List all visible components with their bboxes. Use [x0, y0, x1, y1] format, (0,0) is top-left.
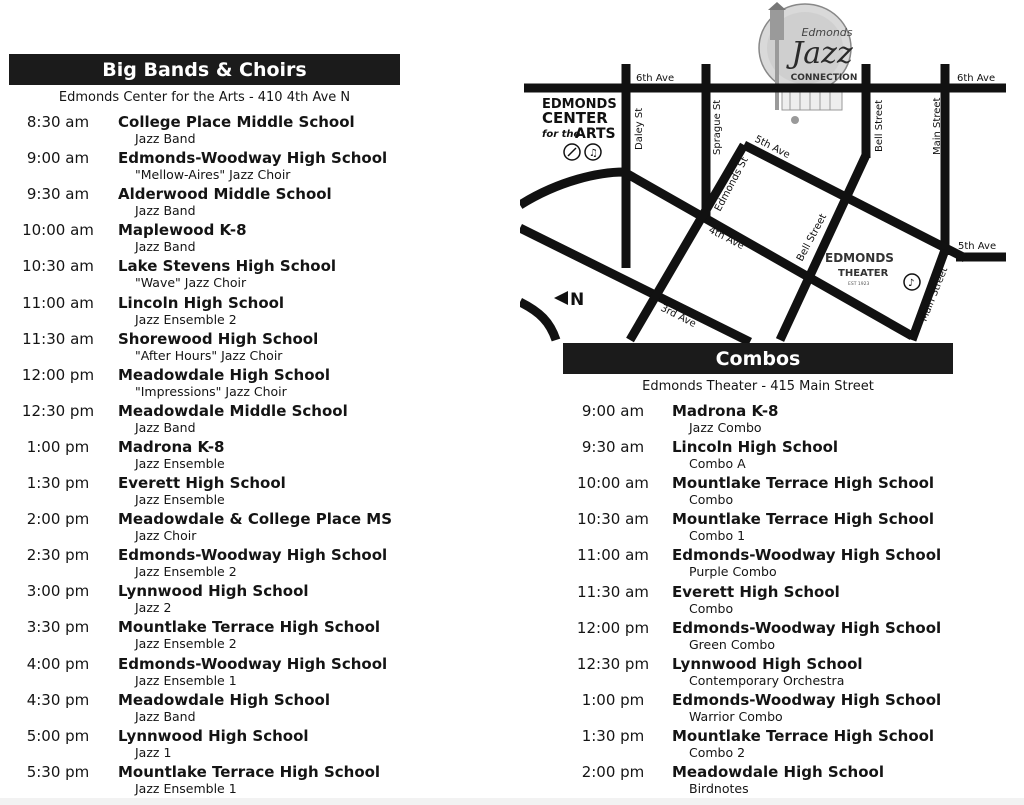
- schedule-row: [557, 655, 997, 691]
- label-bell-street-diag: Bell Street: [794, 212, 830, 264]
- schedule-row: [0, 185, 440, 221]
- ensemble-name: Jazz Ensemble 1: [135, 672, 237, 688]
- performance-time: 10:30 am: [577, 510, 649, 529]
- label-main-street-top: Main Street: [932, 97, 943, 155]
- schedule-row: [557, 691, 997, 727]
- ensemble-name: Jazz 1: [135, 744, 172, 760]
- ensemble-name: Combo: [689, 600, 734, 616]
- ensemble-name: Purple Combo: [689, 564, 777, 580]
- label-5th-ave-right: 5th Ave: [958, 241, 997, 252]
- schedule-row: [557, 727, 997, 763]
- school-name: Meadowdale & College Place MS: [118, 510, 392, 529]
- ensemble-name: Combo A: [689, 456, 746, 472]
- school-name: Shorewood High School: [118, 329, 319, 348]
- performance-time: 10:00 am: [577, 474, 649, 493]
- schedule-row: [0, 294, 440, 330]
- label-edmonds-st: Edmonds St: [712, 155, 751, 214]
- performance-time: 1:00 pm: [26, 437, 90, 456]
- ensemble-name: Warrior Combo: [689, 708, 783, 724]
- school-name: Edmonds-Woodway High School: [672, 690, 942, 709]
- school-name: Mountlake Terrace High School: [672, 726, 935, 745]
- combos-venue: Edmonds Theater - 415 Main Street: [642, 379, 874, 394]
- label-4th-ave: 4th Ave: [706, 224, 746, 252]
- school-name: Meadowdale Middle School: [118, 401, 348, 420]
- ensemble-name: Jazz 2: [135, 600, 172, 616]
- combos-title: Combos: [715, 347, 801, 370]
- page-bottom-edge: [0, 798, 1024, 805]
- svg-text:♪: ♪: [908, 278, 915, 289]
- schedule-row: [0, 474, 440, 510]
- piano-keys-icon: [782, 92, 842, 110]
- ensemble-name: Jazz Ensemble 2: [135, 564, 237, 580]
- bigbands-title: Big Bands & Choirs: [102, 58, 307, 81]
- schedule-row: [0, 257, 440, 293]
- ensemble-name: Jazz Band: [135, 131, 196, 146]
- schedule-row: [0, 510, 440, 546]
- performance-time: 8:30 am: [26, 113, 90, 131]
- schedule-row: [0, 546, 440, 582]
- schedule-row: [0, 655, 440, 691]
- theater-line1: EDMONDS: [825, 251, 894, 265]
- school-name: Lake Stevens High School: [118, 257, 337, 276]
- ensemble-name: Combo 1: [689, 528, 746, 544]
- street-5th-ave-diag: [744, 145, 965, 258]
- schedule-row: [557, 438, 997, 474]
- schedule-row: [557, 510, 997, 546]
- ensemble-name: Contemporary Orchestra: [689, 672, 845, 688]
- ensemble-name: Green Combo: [689, 636, 775, 652]
- school-name: Edmonds-Woodway High School: [118, 654, 388, 673]
- school-name: Edmonds-Woodway High School: [672, 546, 942, 565]
- logo-main: Jazz: [791, 36, 853, 71]
- street-3rd-ave: [520, 302, 556, 340]
- ensemble-name: Jazz Ensemble 1: [135, 780, 237, 796]
- performance-time: 1:30 pm: [581, 726, 645, 745]
- ensemble-name: Jazz Ensemble 2: [135, 636, 237, 652]
- ensemble-name: "Impressions" Jazz Choir: [135, 383, 287, 399]
- theater-line2: THEATER: [838, 268, 889, 279]
- schedule-row: [0, 402, 440, 438]
- school-name: Lincoln High School: [118, 293, 285, 312]
- performance-time: 12:00 pm: [576, 618, 650, 637]
- schedule-row: [0, 149, 440, 185]
- school-name: Mountlake Terrace High School: [118, 618, 381, 637]
- ensemble-name: Jazz Combo: [689, 420, 762, 435]
- performance-time: 11:00 am: [577, 546, 649, 565]
- school-name: Lynnwood High School: [118, 726, 309, 745]
- performance-time: 1:30 pm: [26, 474, 90, 492]
- school-name: Lynnwood High School: [118, 582, 309, 601]
- label-daley-st: Daley St: [634, 107, 645, 150]
- theater-logo: [825, 251, 920, 290]
- performance-time: 11:00 am: [22, 293, 94, 312]
- schedule-row: [0, 763, 440, 799]
- schedule-row: [557, 474, 997, 510]
- ecfa-line3: for the: [542, 129, 581, 140]
- school-name: Edmonds-Woodway High School: [118, 149, 388, 168]
- schedule-row: [557, 546, 997, 582]
- ensemble-name: Jazz Ensemble: [135, 455, 225, 471]
- performance-time: 5:30 pm: [26, 762, 90, 781]
- school-name: College Place Middle School: [118, 113, 355, 131]
- performance-time: 12:30 pm: [21, 401, 95, 420]
- performance-time: 1:00 pm: [581, 690, 645, 709]
- downtown-map: [520, 0, 1010, 345]
- schedule-row: [557, 402, 997, 438]
- school-name: Alderwood Middle School: [118, 185, 332, 204]
- performance-time: 4:00 pm: [26, 654, 90, 673]
- performance-time: 9:30 am: [26, 185, 90, 204]
- jazz-connection-logo: [759, 2, 857, 124]
- school-name: Meadowdale High School: [672, 763, 884, 781]
- label-sprague-st: Sprague St: [712, 99, 723, 155]
- performance-time: 9:00 am: [26, 149, 90, 168]
- schedule-row: [0, 366, 440, 402]
- ensemble-name: Jazz Band: [135, 708, 196, 724]
- ensemble-name: "Mellow-Aires" Jazz Choir: [135, 167, 291, 183]
- school-name: Mountlake Terrace High School: [672, 510, 935, 529]
- theater-est: EST 1923: [848, 282, 870, 287]
- school-name: Lincoln High School: [672, 438, 839, 457]
- performance-time: 12:30 pm: [576, 654, 650, 673]
- performance-time: 11:30 am: [577, 582, 649, 601]
- ensemble-name: "After Hours" Jazz Choir: [135, 347, 283, 363]
- performance-time: 4:30 pm: [26, 690, 90, 709]
- bigbands-banner: [9, 54, 400, 85]
- schedule-row: [0, 221, 440, 257]
- school-name: Everett High School: [118, 474, 286, 492]
- ecfa-line1: EDMONDS: [542, 97, 617, 112]
- ecfa-logo: [542, 97, 617, 160]
- performance-time: 9:30 am: [581, 438, 645, 457]
- performance-time: 2:00 pm: [26, 510, 90, 529]
- school-name: Lynnwood High School: [672, 654, 863, 673]
- schedule-row: [0, 113, 440, 149]
- schedule-row: [557, 763, 997, 799]
- performance-time: 11:30 am: [22, 329, 94, 348]
- performance-time: 3:00 pm: [26, 582, 90, 601]
- school-name: Meadowdale High School: [118, 365, 330, 384]
- schedule-row: [0, 438, 440, 474]
- performance-time: 12:00 pm: [21, 365, 95, 384]
- label-6th-ave-left: 6th Ave: [636, 73, 675, 84]
- logo-top: Edmonds: [801, 26, 853, 39]
- performance-time: 2:00 pm: [581, 763, 645, 781]
- north-arrow: [554, 290, 584, 310]
- schedule-row: [0, 618, 440, 654]
- ensemble-name: Jazz Band: [135, 239, 196, 255]
- school-name: Madrona K-8: [118, 437, 225, 456]
- label-3rd-ave: 3rd Ave: [658, 302, 698, 330]
- ecfa-line4: ARTS: [575, 126, 616, 142]
- school-name: Mountlake Terrace High School: [672, 474, 935, 493]
- label-main-street-diag: Main Street: [918, 265, 951, 324]
- ensemble-name: Combo: [689, 492, 734, 508]
- ecfa-line2: CENTER: [542, 109, 608, 127]
- performance-time: 2:30 pm: [26, 546, 90, 565]
- school-name: Edmonds-Woodway High School: [672, 618, 942, 637]
- ensemble-name: Jazz Ensemble: [135, 492, 225, 507]
- school-name: Meadowdale High School: [118, 690, 330, 709]
- schedule-row: [557, 583, 997, 619]
- school-name: Madrona K-8: [672, 402, 779, 420]
- performance-time: 9:00 am: [581, 402, 645, 420]
- label-bell-street-top: Bell Street: [874, 99, 885, 152]
- performance-time: 5:00 pm: [26, 726, 90, 745]
- schedule-row: [0, 582, 440, 618]
- streetlamp-icon: [770, 10, 784, 40]
- label-5th-ave-diag: 5th Ave: [752, 133, 792, 161]
- svg-text:♫: ♫: [589, 148, 598, 159]
- ensemble-name: Jazz Choir: [135, 528, 197, 544]
- north-arrow-icon: [554, 291, 568, 305]
- bigbands-venue: Edmonds Center for the Arts - 410 4th Ave N: [58, 90, 351, 105]
- ensemble-name: Birdnotes: [689, 781, 749, 796]
- school-name: Edmonds-Woodway High School: [118, 546, 388, 565]
- schedule-row: [0, 330, 440, 366]
- performance-time: 3:30 pm: [26, 618, 90, 637]
- schedule-row: [0, 691, 440, 727]
- schedule-row: [557, 619, 997, 655]
- ensemble-name: Jazz Band: [135, 203, 196, 219]
- label-6th-ave-right: 6th Ave: [957, 73, 996, 84]
- ensemble-name: Jazz Ensemble 2: [135, 311, 237, 327]
- ensemble-name: Combo 2: [689, 744, 746, 760]
- performance-time: 10:00 am: [22, 221, 94, 240]
- school-name: Mountlake Terrace High School: [118, 762, 381, 781]
- combos-banner: [563, 343, 953, 374]
- logo-bottom: CONNECTION: [790, 73, 858, 83]
- north-label: N: [570, 290, 585, 310]
- performance-time: 10:30 am: [22, 257, 94, 276]
- school-name: Maplewood K-8: [118, 221, 247, 240]
- school-name: Everett High School: [672, 582, 840, 601]
- schedule-row: [0, 727, 440, 763]
- ensemble-name: Jazz Band: [135, 419, 196, 435]
- ensemble-name: "Wave" Jazz Choir: [135, 275, 247, 291]
